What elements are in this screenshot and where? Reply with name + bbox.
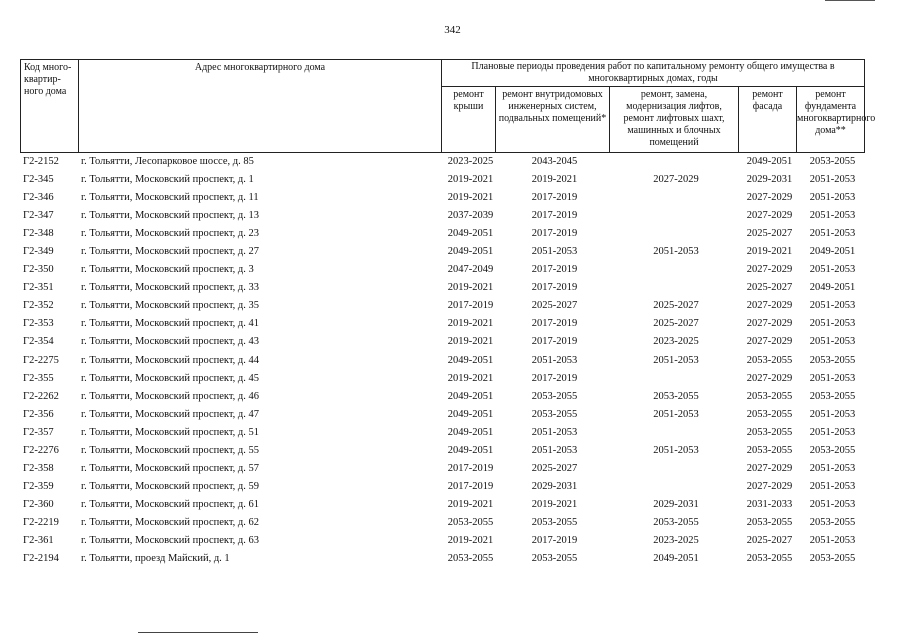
- page-edge-mark: [825, 0, 875, 1]
- cell-foundation: 2051-2053: [809, 228, 856, 240]
- cell-foundation: 2051-2053: [809, 498, 856, 510]
- cell-facade: 2053-2055: [746, 408, 793, 420]
- cell-facade: 2053-2055: [746, 390, 793, 402]
- cell-code: Г2-357: [23, 426, 54, 438]
- cell-engineering: 2017-2019: [531, 534, 578, 546]
- table-row: [0, 442, 905, 460]
- cell-engineering: 2025-2027: [531, 300, 578, 312]
- cell-address: г. Тольятти, Московский проспект, д. 43: [81, 336, 260, 348]
- cell-roof: 2017-2019: [447, 480, 494, 492]
- cell-code: Г2-350: [23, 264, 54, 276]
- cell-engineering: 2017-2019: [531, 282, 578, 294]
- table-row: [0, 478, 905, 496]
- cell-roof: 2049-2051: [447, 246, 494, 258]
- cell-roof: 2023-2025: [447, 156, 494, 167]
- table-row: [0, 189, 905, 207]
- cell-foundation: 2053-2055: [809, 354, 856, 366]
- header-engineering: ремонт внутридомовых инженерных систем, подвальных помещений*: [495, 86, 610, 153]
- cell-lift: 2051-2053: [653, 444, 699, 456]
- cell-lift: 2051-2053: [653, 354, 699, 366]
- cell-address: г. Тольятти, Московский проспект, д. 47: [81, 408, 260, 420]
- cell-lift: 2023-2025: [653, 534, 699, 546]
- cell-address: г. Тольятти, Московский проспект, д. 33: [81, 282, 260, 294]
- table-row: [0, 550, 905, 568]
- cell-code: Г2-353: [23, 318, 54, 330]
- cell-facade: 2053-2055: [746, 354, 793, 366]
- table-row: [0, 406, 905, 424]
- cell-lift: 2029-2031: [653, 498, 699, 510]
- cell-address: г. Тольятти, Московский проспект, д. 46: [81, 390, 260, 402]
- cell-roof: 2047-2049: [447, 264, 494, 276]
- cell-foundation: 2049-2051: [809, 246, 856, 258]
- cell-roof: 2053-2055: [447, 553, 494, 565]
- cell-lift: 2023-2025: [653, 336, 699, 348]
- header-foundation: ремонт фундамента многоквартирного дома**: [796, 86, 865, 153]
- table-row: [0, 388, 905, 406]
- cell-code: Г2-345: [23, 174, 54, 186]
- header-roof: ремонт крыши: [441, 86, 496, 153]
- table-row: [0, 370, 905, 388]
- cell-engineering: 2053-2055: [531, 408, 578, 420]
- cell-address: г. Тольятти, Московский проспект, д. 41: [81, 318, 260, 330]
- cell-code: Г2-2194: [23, 553, 59, 565]
- table-row: [0, 261, 905, 279]
- cell-roof: 2019-2021: [447, 498, 494, 510]
- table-row: [0, 333, 905, 351]
- table-row: [0, 514, 905, 532]
- cell-facade: 2027-2029: [746, 300, 793, 312]
- header-code: Код много-квартир-ного дома: [20, 59, 79, 153]
- cell-address: г. Тольятти, проезд Майский, д. 1: [81, 553, 230, 565]
- header-plan-periods: Плановые периоды проведения работ по капитальному ремонту общего имущества в многоквартирных домах, годы: [441, 59, 865, 87]
- cell-code: Г2-2152: [23, 156, 59, 167]
- cell-engineering: 2043-2045: [531, 156, 578, 167]
- cell-code: Г2-348: [23, 228, 54, 240]
- cell-code: Г2-360: [23, 498, 54, 510]
- table-row: [0, 424, 905, 442]
- table-row: [0, 496, 905, 514]
- cell-foundation: 2051-2053: [809, 372, 856, 384]
- table-row: [0, 532, 905, 550]
- cell-roof: 2019-2021: [447, 192, 494, 204]
- cell-lift: 2053-2055: [653, 516, 699, 528]
- cell-roof: 2049-2051: [447, 426, 494, 438]
- cell-roof: 2017-2019: [447, 462, 494, 474]
- cell-foundation: 2051-2053: [809, 462, 856, 474]
- cell-lift: 2051-2053: [653, 246, 699, 258]
- cell-engineering: 2051-2053: [531, 444, 578, 456]
- cell-engineering: 2019-2021: [531, 174, 578, 186]
- cell-roof: 2019-2021: [447, 534, 494, 546]
- cell-roof: 2019-2021: [447, 282, 494, 294]
- cell-roof: 2019-2021: [447, 336, 494, 348]
- cell-foundation: 2053-2055: [809, 390, 856, 402]
- cell-address: г. Тольятти, Московский проспект, д. 11: [81, 192, 259, 204]
- cell-lift: 2051-2053: [653, 408, 699, 420]
- cell-facade: 2049-2051: [746, 156, 793, 167]
- cell-address: г. Тольятти, Московский проспект, д. 51: [81, 426, 260, 438]
- cell-code: Г2-358: [23, 462, 54, 474]
- cell-facade: 2025-2027: [746, 282, 793, 294]
- cell-facade: 2019-2021: [746, 246, 793, 258]
- cell-address: г. Тольятти, Московский проспект, д. 27: [81, 246, 260, 258]
- cell-roof: 2049-2051: [447, 228, 494, 240]
- cell-facade: 2031-2033: [746, 498, 793, 510]
- cell-engineering: 2017-2019: [531, 336, 578, 348]
- cell-engineering: 2053-2055: [531, 516, 578, 528]
- cell-roof: 2019-2021: [447, 318, 494, 330]
- cell-foundation: 2051-2053: [809, 210, 856, 222]
- cell-facade: 2053-2055: [746, 426, 793, 438]
- cell-code: Г2-355: [23, 372, 54, 384]
- cell-engineering: 2017-2019: [531, 264, 578, 276]
- cell-foundation: 2051-2053: [809, 426, 856, 438]
- cell-facade: 2027-2029: [746, 318, 793, 330]
- table-row: [0, 315, 905, 333]
- table-row: [0, 207, 905, 225]
- cell-engineering: 2017-2019: [531, 192, 578, 204]
- cell-code: Г2-2275: [23, 354, 59, 366]
- cell-roof: 2019-2021: [447, 372, 494, 384]
- cell-lift: 2025-2027: [653, 318, 699, 330]
- cell-address: г. Тольятти, Московский проспект, д. 35: [81, 300, 260, 312]
- cell-code: Г2-361: [23, 534, 54, 546]
- cell-foundation: 2051-2053: [809, 318, 856, 330]
- cell-engineering: 2051-2053: [531, 246, 578, 258]
- cell-foundation: 2053-2055: [809, 516, 856, 528]
- cell-engineering: 2025-2027: [531, 462, 578, 474]
- cell-address: г. Тольятти, Московский проспект, д. 44: [81, 354, 260, 366]
- table-row: [0, 171, 905, 189]
- cell-code: Г2-359: [23, 480, 54, 492]
- cell-roof: 2019-2021: [447, 174, 494, 186]
- cell-facade: 2027-2029: [746, 192, 793, 204]
- cell-engineering: 2017-2019: [531, 318, 578, 330]
- cell-address: г. Тольятти, Московский проспект, д. 23: [81, 228, 260, 240]
- table-row: [0, 297, 905, 315]
- cell-facade: 2053-2055: [746, 444, 793, 456]
- cell-facade: 2053-2055: [746, 553, 793, 565]
- cell-address: г. Тольятти, Лесопарковое шоссе, д. 85: [81, 156, 254, 167]
- cell-engineering: 2017-2019: [531, 210, 578, 222]
- cell-roof: 2049-2051: [447, 444, 494, 456]
- cell-facade: 2027-2029: [746, 462, 793, 474]
- cell-code: Г2-347: [23, 210, 54, 222]
- footnote-divider: [138, 632, 258, 633]
- cell-code: Г2-346: [23, 192, 54, 204]
- cell-foundation: 2053-2055: [809, 444, 856, 456]
- cell-engineering: 2053-2055: [531, 390, 578, 402]
- table-row: [0, 460, 905, 478]
- cell-code: Г2-349: [23, 246, 54, 258]
- cell-lift: 2027-2029: [653, 174, 699, 186]
- cell-code: Г2-2262: [23, 390, 59, 402]
- cell-foundation: 2051-2053: [809, 336, 856, 348]
- cell-foundation: 2051-2053: [809, 174, 856, 186]
- cell-address: г. Тольятти, Московский проспект, д. 59: [81, 480, 260, 492]
- cell-lift: 2049-2051: [653, 553, 699, 565]
- table-row: [0, 153, 905, 171]
- table-row: [0, 243, 905, 261]
- cell-engineering: 2029-2031: [531, 480, 578, 492]
- table-row: [0, 352, 905, 370]
- table-row: [0, 279, 905, 297]
- cell-roof: 2037-2039: [447, 210, 494, 222]
- cell-address: г. Тольятти, Московский проспект, д. 3: [81, 264, 254, 276]
- cell-address: г. Тольятти, Московский проспект, д. 62: [81, 516, 260, 528]
- cell-facade: 2027-2029: [746, 336, 793, 348]
- cell-address: г. Тольятти, Московский проспект, д. 61: [81, 498, 260, 510]
- cell-roof: 2049-2051: [447, 390, 494, 402]
- cell-foundation: 2051-2053: [809, 408, 856, 420]
- header-lift: ремонт, замена, модернизация лифтов, ремонт лифтовых шахт, машинных и блочных помещений: [609, 86, 739, 153]
- cell-facade: 2025-2027: [746, 534, 793, 546]
- cell-code: Г2-352: [23, 300, 54, 312]
- cell-foundation: 2049-2051: [809, 282, 856, 294]
- cell-address: г. Тольятти, Московский проспект, д. 13: [81, 210, 260, 222]
- cell-engineering: 2019-2021: [531, 498, 578, 510]
- cell-engineering: 2053-2055: [531, 553, 578, 565]
- cell-address: г. Тольятти, Московский проспект, д. 57: [81, 462, 260, 474]
- page-number: 342: [444, 24, 461, 36]
- cell-facade: 2053-2055: [746, 516, 793, 528]
- cell-foundation: 2051-2053: [809, 300, 856, 312]
- cell-code: Г2-2276: [23, 444, 59, 456]
- cell-address: г. Тольятти, Московский проспект, д. 45: [81, 372, 260, 384]
- header-address: Адрес многоквартирного дома: [78, 59, 442, 153]
- cell-foundation: 2053-2055: [809, 156, 856, 167]
- cell-foundation: 2051-2053: [809, 192, 856, 204]
- table-body: [0, 153, 905, 568]
- cell-roof: 2049-2051: [447, 354, 494, 366]
- cell-engineering: 2051-2053: [531, 354, 578, 366]
- cell-engineering: 2051-2053: [531, 426, 578, 438]
- cell-roof: 2049-2051: [447, 408, 494, 420]
- cell-facade: 2027-2029: [746, 264, 793, 276]
- cell-code: Г2-2219: [23, 516, 59, 528]
- cell-engineering: 2017-2019: [531, 372, 578, 384]
- cell-lift: 2053-2055: [653, 390, 699, 402]
- cell-code: Г2-356: [23, 408, 54, 420]
- cell-facade: 2027-2029: [746, 480, 793, 492]
- cell-roof: 2017-2019: [447, 300, 494, 312]
- cell-address: г. Тольятти, Московский проспект, д. 63: [81, 534, 260, 546]
- cell-facade: 2027-2029: [746, 372, 793, 384]
- cell-code: Г2-354: [23, 336, 54, 348]
- table-row: [0, 225, 905, 243]
- cell-foundation: 2051-2053: [809, 264, 856, 276]
- cell-roof: 2053-2055: [447, 516, 494, 528]
- cell-facade: 2029-2031: [746, 174, 793, 186]
- cell-foundation: 2051-2053: [809, 480, 856, 492]
- cell-facade: 2025-2027: [746, 228, 793, 240]
- cell-code: Г2-351: [23, 282, 54, 294]
- header-facade: ремонт фасада: [738, 86, 797, 153]
- cell-engineering: 2017-2019: [531, 228, 578, 240]
- cell-lift: 2025-2027: [653, 300, 699, 312]
- cell-address: г. Тольятти, Московский проспект, д. 55: [81, 444, 260, 456]
- cell-facade: 2027-2029: [746, 210, 793, 222]
- cell-address: г. Тольятти, Московский проспект, д. 1: [81, 174, 254, 186]
- cell-foundation: 2051-2053: [809, 534, 856, 546]
- cell-foundation: 2053-2055: [809, 553, 856, 565]
